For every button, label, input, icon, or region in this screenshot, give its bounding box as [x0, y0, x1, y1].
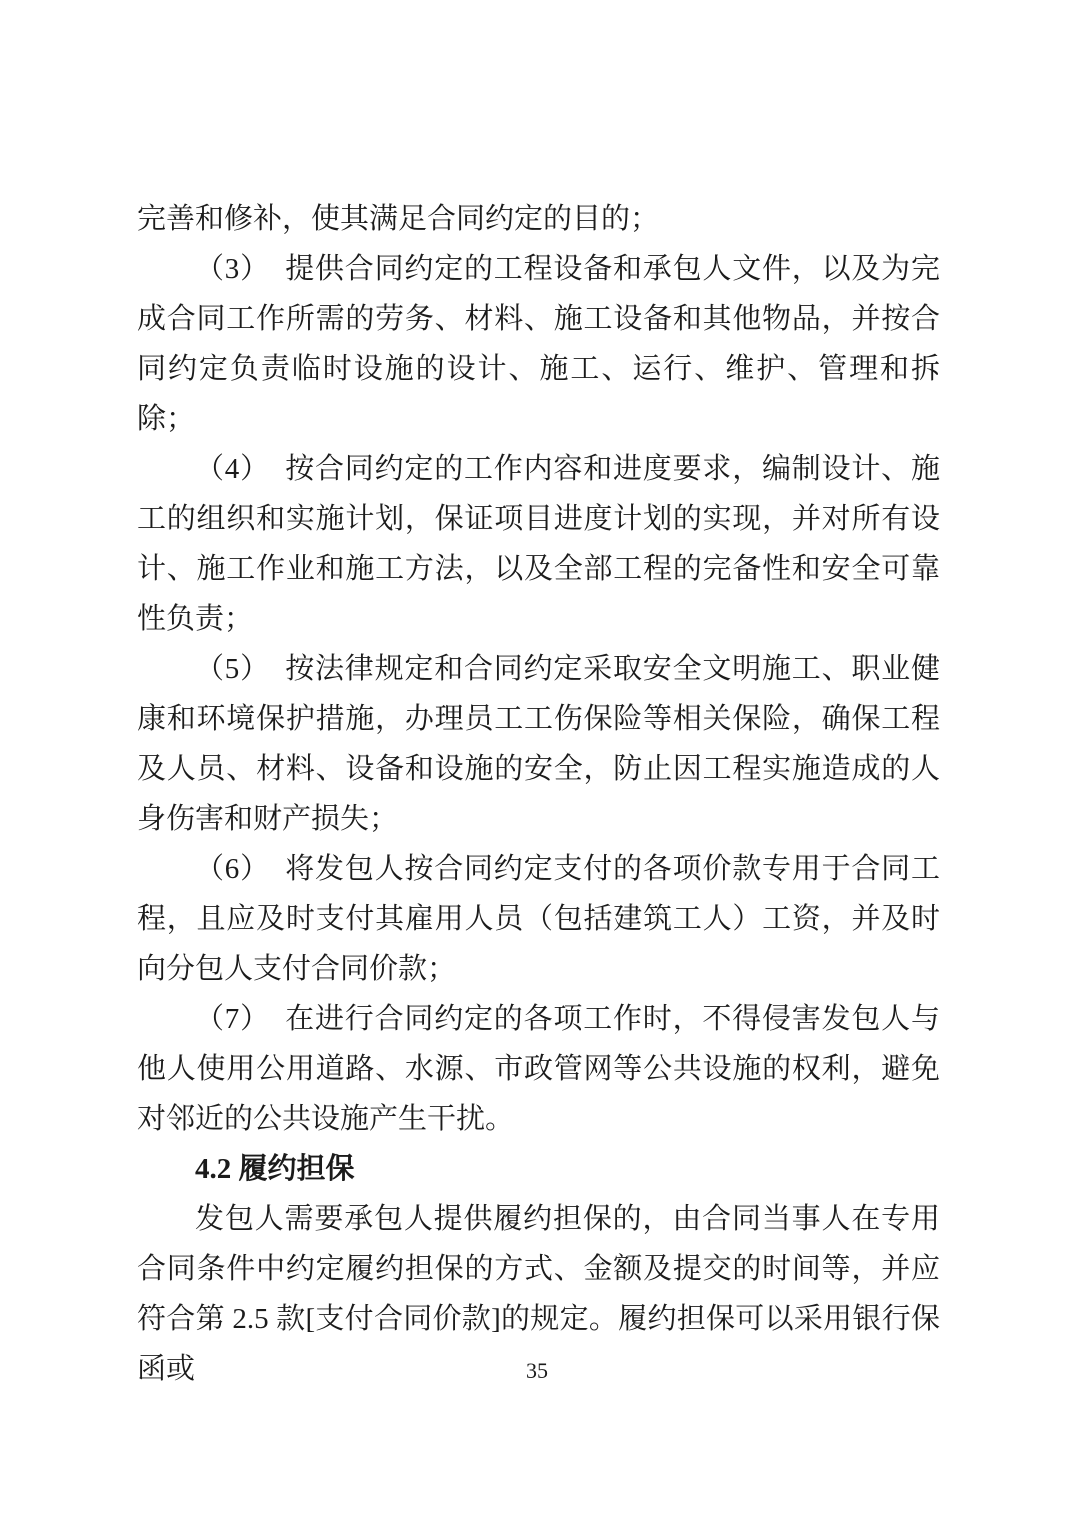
- paragraph-continuation: 完善和修补，使其满足合同约定的目的；: [137, 203, 660, 235]
- paragraph-item-3: （3） 提供合同约定的工程设备和承包人文件，以及为完成合同工作所需的劳务、材料、施工设备和其他物品，并按合同约定负责临时设施的设计、施工、运行、维护、管理和拆除；: [137, 253, 940, 435]
- paragraph-item-6: （6） 将发包人按合同约定支付的各项价款专用于合同工程，且应及时支付其雇用人员（包括建筑工人）工资，并及时向分包人支付合同价款；: [137, 853, 940, 985]
- page-number: 35: [526, 1358, 548, 1383]
- document-body: [137, 194, 940, 1394]
- paragraph-item-5: （5） 按法律规定和合同约定采取安全文明施工、职业健康和环境保护措施，办理员工工伤保险等相关保险，确保工程及人员、材料、设备和设施的安全，防止因工程实施造成的人身伤害和财产损失；: [137, 653, 940, 835]
- paragraph-performance-guarantee: 发包人需要承包人提供履约担保的，由合同当事人在专用合同条件中约定履约担保的方式、金额及提交的时间等，并应符合第 2.5 款[支付合同价款]的规定。履约担保可以采用银行保函或: [137, 1203, 940, 1385]
- section-heading-4-2: 4.2 履约担保: [195, 1153, 355, 1185]
- paragraph-item-4: （4） 按合同约定的工作内容和进度要求，编制设计、施工的组织和实施计划，保证项目进度计划的实现，并对所有设计、施工作业和施工方法，以及全部工程的完备性和安全可靠性负责；: [137, 453, 940, 635]
- paragraph-item-7: （7） 在进行合同约定的各项工作时，不得侵害发包人与他人使用公用道路、水源、市政管网等公共设施的权利，避免对邻近的公共设施产生干扰。: [137, 1003, 940, 1135]
